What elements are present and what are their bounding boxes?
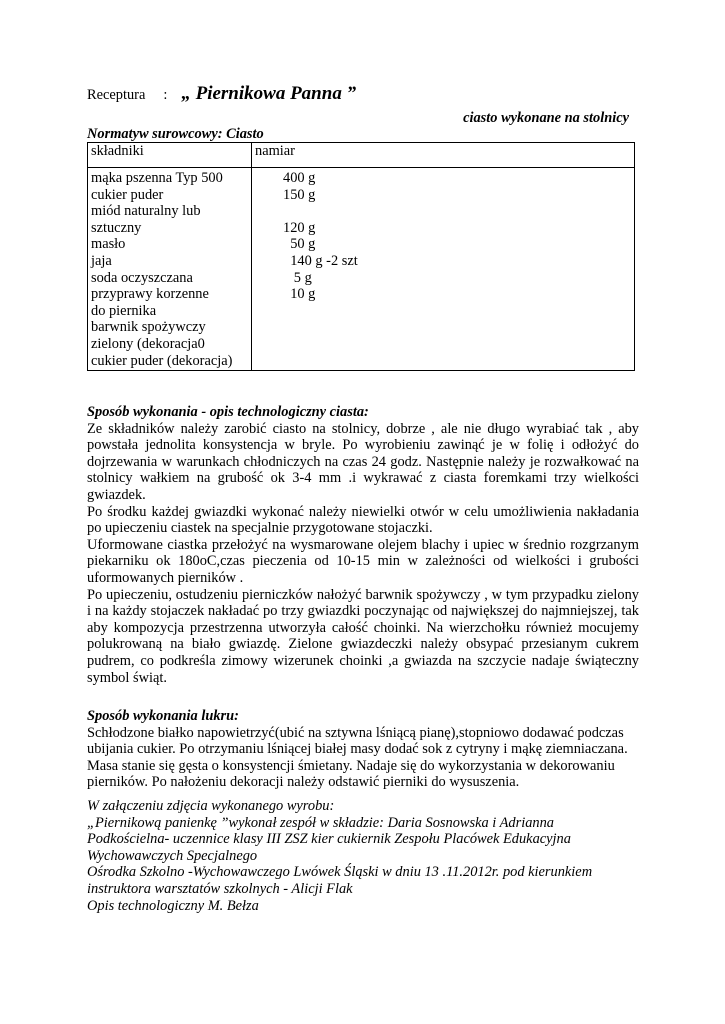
ingredient-line: przyprawy korzenne xyxy=(91,286,209,303)
footer-line: „Piernikową panienkę ”wykonał zespół w składzie: Daria Sosnowska i Adrianna xyxy=(87,814,555,831)
footer-line: Ośrodka Szkolno -Wychowawczego Lwówek Śląski w dniu 13 .11.2012r. pod kierunkiem xyxy=(87,864,593,881)
table-header-row xyxy=(88,143,635,168)
ingredient-line: barwnik spożywczy xyxy=(91,319,206,336)
amount-line: 120 g xyxy=(283,219,316,236)
method-title: Sposób wykonania - opis technologiczny ciasta: xyxy=(87,404,369,420)
icing-section xyxy=(87,708,639,791)
method-section xyxy=(87,404,639,686)
icing-title: Sposób wykonania lukru: xyxy=(87,708,239,724)
amount-line: 10 g xyxy=(283,286,316,303)
amount-line: 5 g xyxy=(283,269,312,286)
footer-line: W załączeniu zdjęcia wykonanego wyrobu: xyxy=(87,798,335,814)
ingredient-line: sztuczny xyxy=(91,219,142,236)
ingredient-line: miód naturalny lub xyxy=(91,203,201,220)
recipe-title-line xyxy=(87,83,357,104)
amount-line: 50 g xyxy=(283,236,316,253)
footer-line: instruktora warsztatów szkolnych - Alicji Flak xyxy=(87,880,353,897)
footer-line: Opis technologiczny M. Bełza xyxy=(87,897,259,914)
footer-line: Podkościelna- uczennice klasy III ZSZ kier cukiernik Zespołu Placówek Edukacyjna xyxy=(87,831,571,848)
amount-line: 400 g xyxy=(283,170,316,186)
icing-line: Schłodzone białko napowietrzyć(ubić na sztywna lśniącą pianę),stopniowo dodawać podczas xyxy=(87,724,624,741)
title-colon: : xyxy=(163,87,168,103)
ingredient-line: mąka pszenna Typ 500 xyxy=(91,170,223,186)
table-body-row xyxy=(88,168,635,371)
ingredients-table xyxy=(87,142,635,371)
recipe-label: Receptura xyxy=(87,87,146,103)
ingredient-line: masło xyxy=(91,236,126,253)
icing-line: ubijania cukier. Po otrzymaniu lśniącej białej masy dodać sok z cytryny i mąkę ziemniaczana. xyxy=(87,741,628,758)
ingredient-line: do piernika xyxy=(91,302,157,319)
amounts-cell xyxy=(252,168,635,371)
footer-line: Wychowawczych Specjalnego xyxy=(87,847,258,864)
icing-line: pierników. Po nałożeniu dekoracji należy odstawić pierniki do wysuszenia. xyxy=(87,774,520,791)
ingredient-line: zielony (dekoracja0 xyxy=(91,335,205,352)
ingredient-line: cukier puder (dekoracja) xyxy=(91,352,233,369)
footer-section xyxy=(87,798,639,914)
ingredient-line: cukier puder xyxy=(91,186,164,203)
header-ingredients: składniki xyxy=(88,143,252,168)
method-paragraph: Po upieczeniu, ostudzeniu pierniczków nałożyć barwnik spożywczy , w tym przypadku zielony i na każdy stojaczek nakładać po trzy gwiazdki poczynając od największej do najmniejszej, tak aby kompozycja przestrzenna utworzyła całość choinki. Na wierzchołku również mocujemy polukrowaną na biało gwiazdę. Zielone gwiazdeczki należy obsypać przesianym cukrem pudrem, co podkreśla zimowy wizerunek choinki ,a gwiazda na szczycie nadaje świąteczny symbol świąt. xyxy=(87,586,639,686)
method-paragraph: Po środku każdej gwiazdki wykonać należy niewielki otwór w celu umożliwienia nakładania po upieczeniu ciastek na specjalnie przygotowane stojaczki. xyxy=(87,503,639,537)
method-paragraph: Uformowane ciastka przełożyć na wysmarowane olejem blachy i upiec w średnio rozgrzanym piekarniku ok 180oC,czas pieczenia od 10-15 min w zależności od wielkości i grubości uformowanych pierników . xyxy=(87,536,639,586)
recipe-name: „ Piernikowa Panna ” xyxy=(181,83,357,104)
normatyw-heading: Normatyw surowcowy: Ciasto xyxy=(87,126,264,142)
method-paragraph: Ze składników należy zarobić ciasto na stolnicy, dobrze , ale nie długo wyrabiać tak , aby powstała jednolita konsystencja w bryle. Po wyrobieniu zawinąć je w folię i odłożyć do dojrzewania w warunkach chłodniczych na czas 24 godz. Następnie należy je rozwałkować na stolnicy wałkiem na grubość ok 3-4 mm .i wykrawać z ciasta foremkami trzy wielkości gwiazdek. xyxy=(87,420,639,503)
amount-line: 150 g xyxy=(283,186,316,203)
ingredients-cell xyxy=(88,168,252,371)
header-amount: namiar xyxy=(252,143,635,168)
icing-line: Masa stanie się gęsta o konsystencji śmietany. Nadaje się do wykorzystania w dekorowaniu xyxy=(87,757,615,774)
ingredient-line: jaja xyxy=(91,252,112,269)
ingredient-line: soda oczyszczana xyxy=(91,269,193,286)
recipe-subtitle: ciasto wykonane na stolnicy xyxy=(463,110,629,126)
amount-line: 140 g -2 szt xyxy=(283,252,358,269)
amount-line xyxy=(255,203,631,220)
